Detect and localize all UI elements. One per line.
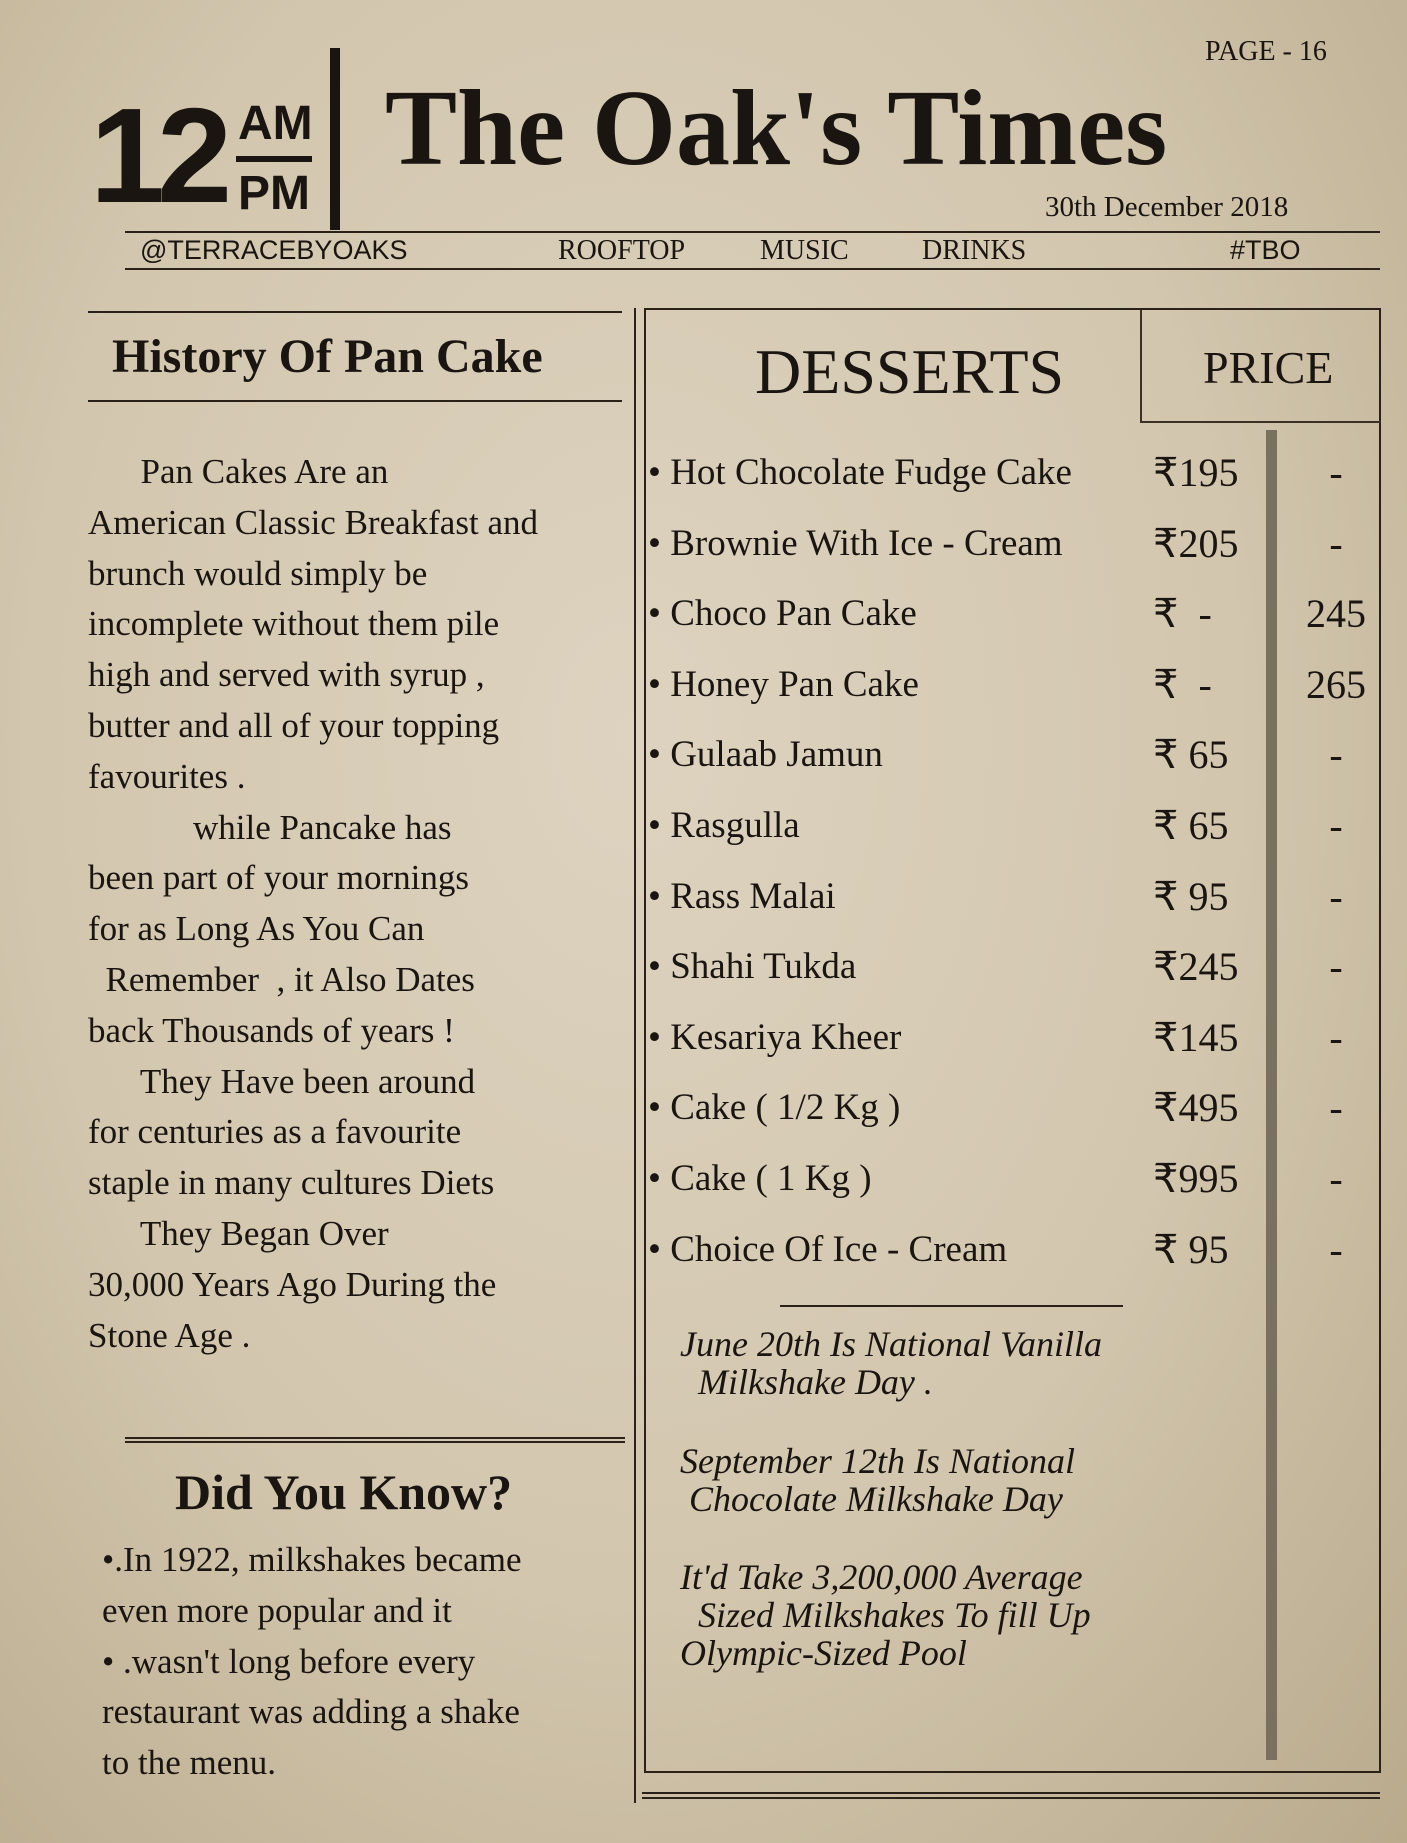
menu-item-name: • Cake ( 1 Kg ) [648, 1158, 872, 1199]
did-you-know-line: to the menu. [102, 1743, 276, 1783]
price-heading: PRICE [1203, 342, 1334, 393]
history-heading: History Of Pan Cake [112, 330, 543, 383]
did-you-know-line: even more popular and it [102, 1590, 452, 1630]
history-line: brunch would simply be [88, 553, 428, 593]
menu-item-price: ₹ 95 [1153, 873, 1229, 919]
menu-item-price-alt: - [1329, 1156, 1343, 1201]
menu-item-price-alt: - [1329, 1085, 1343, 1131]
history-line: back Thousands of years ! [88, 1010, 455, 1050]
issue-date: 30th December 2018 [1045, 191, 1289, 223]
history-text [88, 447, 628, 1361]
menu-item-price-alt: - [1329, 732, 1343, 778]
menu-item-name: • Gulaab Jamun [648, 734, 883, 776]
menu-heading: DESSERTS [755, 336, 1065, 407]
did-you-know-heading: Did You Know? [175, 1464, 513, 1520]
history-line: Remember , it Also Dates [88, 959, 475, 999]
header-divider [330, 48, 340, 230]
history-line: They Have been around [88, 1061, 476, 1101]
tag-music: MUSIC [760, 235, 849, 266]
history-line: favourites . [88, 756, 246, 796]
did-you-know-line: •.In 1922, milkshakes became [102, 1540, 522, 1579]
menu-item [648, 660, 1368, 710]
time-am: AM [238, 97, 313, 150]
menu-item-price-alt: - [1329, 803, 1343, 848]
social-handle: @TERRACEBYOAKS [140, 235, 408, 265]
menu-item-price: ₹ - [1153, 661, 1212, 707]
menu-item-name: • Hot Chocolate Fudge Cake [648, 452, 1072, 493]
menu-item-price-alt: 265 [1306, 661, 1366, 707]
menu-item-price-alt: 245 [1306, 591, 1366, 637]
menu-item [648, 448, 1368, 498]
column-divider [634, 308, 636, 1803]
menu-item-price-alt: - [1329, 1014, 1343, 1060]
tag-rooftop: ROOFTOP [558, 235, 686, 266]
menu-item-price: ₹ 95 [1153, 1226, 1229, 1272]
menu-item-name: • Kesariya Kheer [648, 1016, 902, 1058]
menu-item [648, 1225, 1368, 1275]
history-line: staple in many cultures Diets [88, 1163, 495, 1203]
time-hour: 12 [90, 80, 225, 231]
menu-item-name: • Choice Of Ice - Cream [648, 1228, 1008, 1270]
history-line: been part of your mornings [88, 858, 470, 898]
menu-item-price-alt: - [1329, 520, 1343, 566]
divider [88, 400, 622, 402]
time-pm: PM [238, 167, 310, 220]
menu-item-name: • Brownie With Ice - Cream [648, 522, 1063, 564]
hashtag: #TBO [1230, 235, 1301, 265]
menu-item-name: • Shahi Tukda [648, 946, 857, 988]
history-line: butter and all of your topping [88, 705, 500, 745]
menu-item-name: • Cake ( 1/2 Kg ) [648, 1087, 901, 1129]
menu-item-name: • Rasgulla [648, 805, 800, 846]
am-pm-divider [236, 156, 312, 162]
newspaper-title: The Oak's Times [385, 69, 1168, 188]
menu-item-name: • Choco Pan Cake [648, 593, 917, 635]
history-line: Pan Cakes Are an [88, 452, 389, 491]
menu-item-price: ₹145 [1153, 1014, 1239, 1060]
history-line: while Pancake has [88, 807, 452, 847]
double-divider [642, 1792, 1380, 1799]
history-line: for as Long As You Can [88, 909, 425, 949]
menu-item [648, 1154, 1368, 1204]
menu-item-price: ₹ - [1153, 591, 1212, 637]
menu-item-price-alt: - [1329, 944, 1343, 990]
menu-item [648, 519, 1368, 569]
menu-item-name: • Honey Pan Cake [648, 663, 919, 705]
double-divider [125, 1437, 625, 1443]
menu-item [648, 942, 1368, 992]
page-number: PAGE - 16 [1205, 36, 1327, 67]
menu-item [648, 730, 1368, 780]
divider [88, 311, 622, 313]
menu-item-price: ₹ 65 [1153, 732, 1229, 778]
menu-item [648, 872, 1368, 922]
menu-item-price: ₹195 [1153, 450, 1239, 495]
fact-note: September 12th Is National Chocolate Milkshake Day [680, 1441, 1075, 1519]
menu-item [648, 1083, 1368, 1133]
did-you-know-line: restaurant was adding a shake [102, 1692, 520, 1732]
history-line: for centuries as a favourite [88, 1112, 462, 1152]
history-line: incomplete without them pile [88, 604, 500, 644]
menu-item [648, 589, 1368, 639]
did-you-know-text [102, 1535, 642, 1789]
menu-item [648, 801, 1368, 851]
history-line: They Began Over [88, 1213, 389, 1253]
menu-item-name: • Rass Malai [648, 875, 836, 917]
menu-item [648, 1013, 1368, 1063]
menu-item-price: ₹995 [1153, 1156, 1239, 1201]
history-line: Stone Age . [88, 1315, 251, 1355]
divider [780, 1305, 1123, 1307]
menu-item-price-alt: - [1329, 873, 1343, 919]
history-line: 30,000 Years Ago During the [88, 1264, 497, 1304]
history-line: American Classic Breakfast and [88, 502, 538, 542]
menu-item-price: ₹205 [1153, 520, 1239, 566]
fact-note: It'd Take 3,200,000 Average Sized Milkshakes To fill Up Olympic-Sized Pool [680, 1557, 1091, 1673]
menu-item-price-alt: - [1329, 1226, 1343, 1272]
divider [125, 231, 1380, 233]
did-you-know-line: • .wasn't long before every [102, 1641, 476, 1681]
menu-item-price: ₹495 [1153, 1085, 1239, 1131]
divider [125, 268, 1380, 270]
fact-note: June 20th Is National Vanilla Milkshake Day . [680, 1324, 1102, 1402]
history-line: high and served with syrup , [88, 655, 485, 695]
menu-item-price: ₹ 65 [1153, 803, 1229, 848]
menu-item-price-alt: - [1329, 450, 1343, 495]
tag-drinks: DRINKS [922, 235, 1027, 266]
menu-item-price: ₹245 [1153, 944, 1239, 990]
